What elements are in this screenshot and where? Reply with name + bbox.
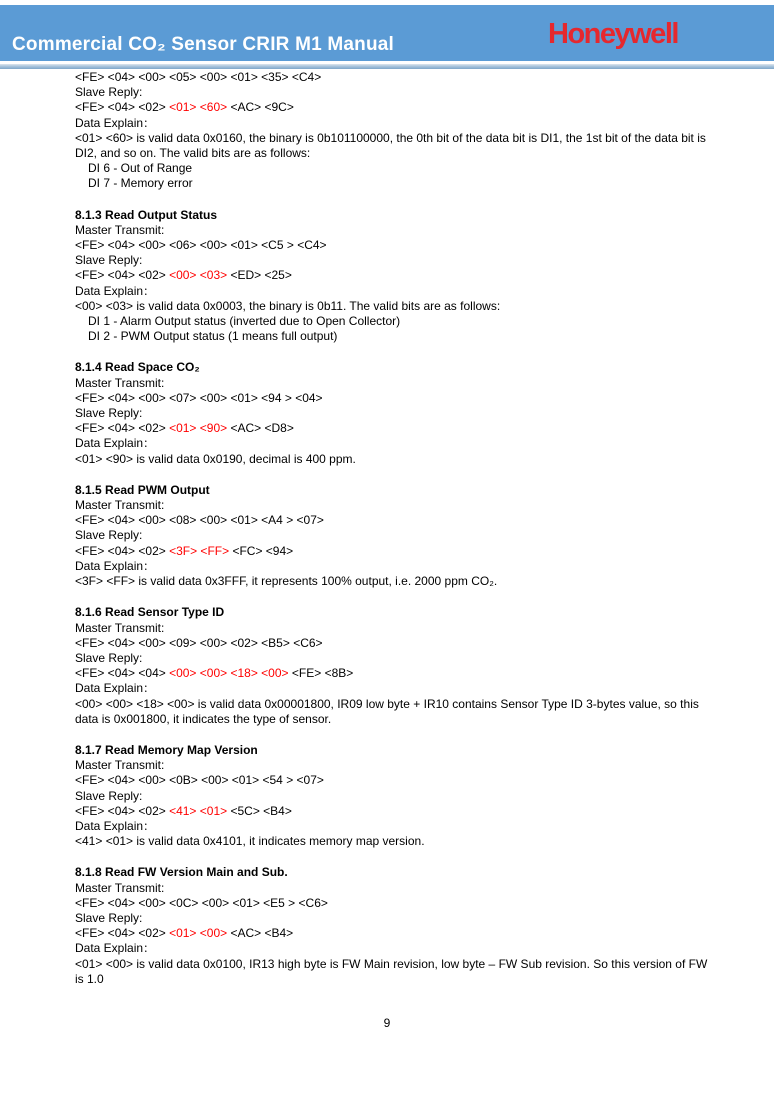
text-line bbox=[75, 834, 715, 849]
text-run: DI 7 - Memory error bbox=[88, 176, 193, 191]
manual-section bbox=[75, 360, 715, 466]
text-run: <FE> <04> <02> bbox=[75, 803, 170, 818]
text-line bbox=[75, 636, 715, 651]
text-line bbox=[75, 116, 715, 131]
text-line bbox=[75, 406, 715, 421]
page-number: 9 bbox=[383, 1016, 391, 1030]
di-bit-line bbox=[75, 314, 715, 329]
text-run: Data Explain： bbox=[75, 818, 156, 833]
text-run: Master Transmit: bbox=[75, 498, 165, 513]
document-body bbox=[75, 70, 715, 987]
text-line bbox=[75, 544, 715, 559]
text-line bbox=[75, 758, 715, 773]
text-run: <FE> <04> <00> <0B> <00> <01> <54 > <07> bbox=[75, 773, 324, 788]
text-line bbox=[75, 528, 715, 543]
text-line bbox=[75, 268, 715, 283]
text-run: <FE> <04> <00> <0C> <00> <01> <E5 > <C6> bbox=[75, 895, 328, 910]
text-line bbox=[75, 421, 715, 436]
di-bit-line bbox=[75, 176, 715, 191]
text-line bbox=[75, 681, 715, 696]
manual-section bbox=[75, 865, 715, 987]
text-line bbox=[75, 376, 715, 391]
text-line bbox=[75, 926, 715, 941]
section-heading: 8.1.6 Read Sensor Type ID bbox=[75, 605, 225, 620]
text-line bbox=[75, 621, 715, 636]
text-run: <FC> <94> bbox=[229, 543, 294, 558]
text-run: Master Transmit: bbox=[75, 758, 165, 773]
di-bit-line bbox=[75, 161, 715, 176]
text-run: <AC> <D8> bbox=[227, 421, 294, 436]
text-line bbox=[75, 85, 715, 100]
text-run: <FE> <04> <02> bbox=[75, 268, 170, 283]
text-run: <FE> <04> <02> bbox=[75, 421, 170, 436]
highlighted-bytes: <01> <90> bbox=[169, 421, 228, 436]
manual-section bbox=[75, 605, 715, 727]
text-line bbox=[75, 574, 715, 589]
header-band bbox=[0, 5, 774, 61]
text-line bbox=[75, 911, 715, 926]
text-run: <01> <60> is valid data 0x0160, the binary is 0b101100000, the 0th bit of the data bit is DI1, the 1st bit of the data bit is DI2, and so on. The valid bits are as follows: bbox=[75, 130, 706, 161]
text-run: <FE> <8B> bbox=[288, 666, 354, 681]
text-line bbox=[75, 498, 715, 513]
text-run: <FE> <04> <00> <06> <00> <01> <C5 > <C4> bbox=[75, 238, 327, 253]
text-line bbox=[75, 299, 715, 314]
highlighted-bytes: <01> <00> bbox=[169, 926, 228, 941]
text-run: Slave Reply: bbox=[75, 788, 143, 803]
text-line bbox=[75, 391, 715, 406]
text-line bbox=[75, 238, 715, 253]
text-run: Master Transmit: bbox=[75, 620, 165, 635]
text-run: DI 2 - PWM Output status (1 means full output) bbox=[88, 329, 338, 344]
text-line bbox=[75, 559, 715, 574]
section-heading: 8.1.4 Read Space CO₂ bbox=[75, 360, 200, 375]
text-run: <01> <00> is valid data 0x0100, IR13 high byte is FW Main revision, low byte – FW Sub revision. So this version of FW is 1.0 bbox=[75, 956, 708, 986]
text-run: Data Explain： bbox=[75, 283, 156, 298]
text-run: Master Transmit: bbox=[75, 880, 165, 895]
text-run: <00> <03> is valid data 0x0003, the binary is 0b11. The valid bits are as follows: bbox=[75, 298, 501, 313]
manual-section bbox=[75, 743, 715, 849]
text-line bbox=[75, 70, 715, 85]
text-run: Slave Reply: bbox=[75, 253, 143, 268]
text-run: <AC> <B4> bbox=[227, 926, 294, 941]
text-line bbox=[75, 131, 715, 161]
manual-section bbox=[75, 483, 715, 589]
text-run: Data Explain： bbox=[75, 436, 156, 451]
text-run: Slave Reply: bbox=[75, 910, 143, 925]
text-line bbox=[75, 651, 715, 666]
text-run: <FE> <04> <04> bbox=[75, 666, 170, 681]
text-line bbox=[75, 957, 715, 987]
manual-section bbox=[75, 208, 715, 345]
section-heading: 8.1.5 Read PWM Output bbox=[75, 482, 210, 497]
text-run: <41> <01> is valid data 0x4101, it indicates memory map version. bbox=[75, 834, 425, 849]
text-line bbox=[75, 941, 715, 956]
text-run: <FE> <04> <02> bbox=[75, 543, 170, 558]
text-line bbox=[75, 819, 715, 834]
highlighted-bytes: <00> <03> bbox=[169, 268, 228, 283]
text-run: Data Explain： bbox=[75, 681, 156, 696]
text-run: Data Explain： bbox=[75, 558, 156, 573]
text-run: <3F> <FF> is valid data 0x3FFF, it represents 100% output, i.e. 2000 ppm CO₂. bbox=[75, 574, 498, 589]
text-run: Master Transmit: bbox=[75, 375, 165, 390]
highlighted-bytes: <41> <01> bbox=[169, 803, 228, 818]
text-run: <00> <00> <18> <00> is valid data 0x00001800, IR09 low byte + IR10 contains Sensor Type ID 3-bytes value, so this data is 0x001800, it indicates the type of sensor. bbox=[75, 696, 699, 726]
di-bit-line bbox=[75, 329, 715, 344]
text-run: <ED> <25> bbox=[227, 268, 292, 283]
text-run: Slave Reply: bbox=[75, 528, 143, 543]
highlighted-bytes: <3F> <FF> bbox=[169, 543, 230, 558]
text-run: Slave Reply: bbox=[75, 406, 143, 421]
honeywell-logo: Honeywell bbox=[548, 18, 678, 50]
text-run: Data Explain： bbox=[75, 941, 156, 956]
text-run: <5C> <B4> bbox=[227, 803, 292, 818]
highlighted-bytes: <00> <00> <18> <00> bbox=[169, 666, 289, 681]
text-run: <AC> <9C> bbox=[227, 100, 294, 115]
manual-section bbox=[75, 70, 715, 192]
text-line bbox=[75, 513, 715, 528]
text-line bbox=[75, 436, 715, 451]
text-line bbox=[75, 804, 715, 819]
text-run: <FE> <04> <00> <08> <00> <01> <A4 > <07> bbox=[75, 513, 324, 528]
text-run: <FE> <04> <00> <09> <00> <02> <B5> <C6> bbox=[75, 635, 323, 650]
text-line bbox=[75, 881, 715, 896]
text-run: Slave Reply: bbox=[75, 85, 143, 100]
highlighted-bytes: <01> <60> bbox=[169, 100, 228, 115]
section-heading: 8.1.7 Read Memory Map Version bbox=[75, 742, 258, 757]
text-line bbox=[75, 896, 715, 911]
text-line bbox=[75, 452, 715, 467]
section-heading: 8.1.8 Read FW Version Main and Sub. bbox=[75, 865, 288, 880]
text-run: <FE> <04> <00> <05> <00> <01> <35> <C4> bbox=[75, 70, 322, 84]
text-run: Master Transmit: bbox=[75, 222, 165, 237]
text-line bbox=[75, 666, 715, 681]
text-run: <FE> <04> <00> <07> <00> <01> <94 > <04> bbox=[75, 390, 323, 405]
text-run: Data Explain： bbox=[75, 115, 156, 130]
text-run: DI 1 - Alarm Output status (inverted due to Open Collector) bbox=[88, 314, 401, 329]
section-heading: 8.1.3 Read Output Status bbox=[75, 207, 218, 222]
text-line bbox=[75, 697, 715, 727]
text-line bbox=[75, 773, 715, 788]
text-line bbox=[75, 789, 715, 804]
text-run: <FE> <04> <02> bbox=[75, 100, 170, 115]
text-run: <FE> <04> <02> bbox=[75, 926, 170, 941]
document-title: Commercial CO₂ Sensor CRIR M1 Manual bbox=[12, 34, 395, 55]
header-divider bbox=[0, 64, 774, 69]
text-line bbox=[75, 223, 715, 238]
text-line bbox=[75, 253, 715, 268]
text-run: Slave Reply: bbox=[75, 650, 143, 665]
text-line bbox=[75, 100, 715, 115]
text-line bbox=[75, 284, 715, 299]
text-run: <01> <90> is valid data 0x0190, decimal is 400 ppm. bbox=[75, 451, 356, 466]
text-run: DI 6 - Out of Range bbox=[88, 161, 193, 176]
